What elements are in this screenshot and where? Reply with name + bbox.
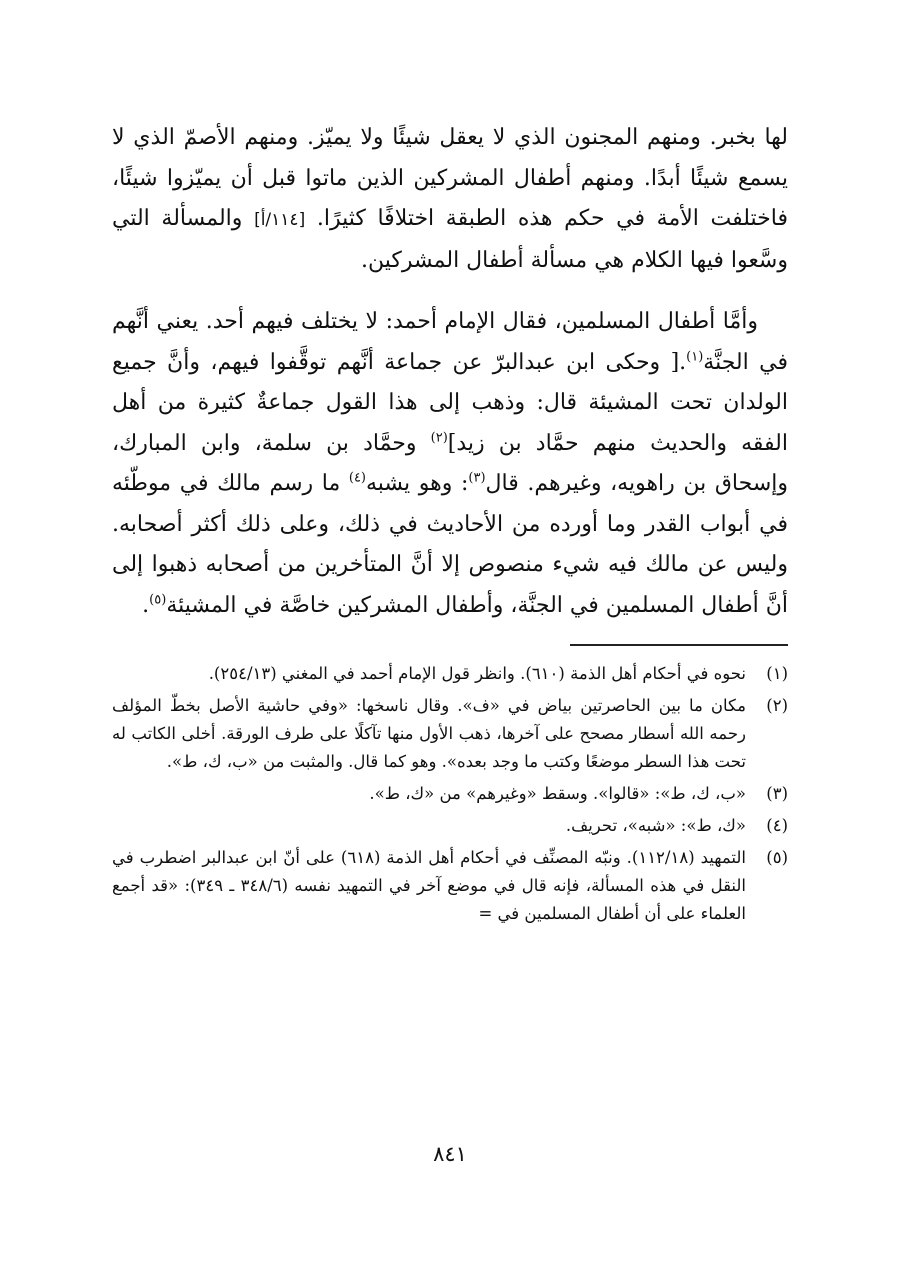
- paragraph-2-text-e: ما رسم مالك في موطّئه في أبواب القدر وما أورده من الأحاديث في ذلك، وعلى ذلك أكثر أصحابه. وليس عن مالك فيه شيء منصوص إلا أنَّ المتأخرين من أصحابه ذهبوا إلى أنَّ أطفال المسلمين في الجنَّة، وأطفال المشركين خاصَّة في المشيئة: [112, 471, 788, 618]
- paragraph-2-end: .: [142, 592, 150, 618]
- footnote-item: [112, 692, 788, 776]
- footnote-ref-3[interactable]: (٣): [468, 470, 486, 486]
- paragraph-2-text-c: وحمَّاد بن سلمة، وابن المبارك، وإسحاق بن راهويه، وغيرهم. قال: [112, 430, 789, 496]
- paragraph-1-text: لها بخبر. ومنهم المجنون الذي لا يعقل شيئًا ولا يميّز. ومنهم الأصمّ الذي لا يسمع شيئًا أبدًا. ومنهم أطفال المشركين الذين ماتوا قبل أن يميّزوا شيئًا، فاختلفت الأمة في حكم هذه الطبقة اختلافًا كثيرًا.: [112, 125, 789, 231]
- footnote-ref-5[interactable]: (٥): [149, 592, 167, 608]
- footnote-ref-4[interactable]: (٤): [348, 470, 366, 486]
- footnote-separator: [570, 644, 788, 646]
- footnote-number: (٢): [766, 696, 788, 715]
- footnote-item: [112, 844, 788, 928]
- footnote-item: [112, 780, 788, 808]
- paragraph-2-text-a: وأمَّا أطفال المسلمين، فقال الإمام أحمد: لا يختلف فيهم أحد. يعني أنَّهم في الجنَّة: [112, 309, 788, 375]
- footnote-number: (١): [766, 664, 788, 683]
- paragraph-2: [112, 302, 788, 626]
- footnote-text: التمهيد (١١٢/١٨). ونبّه المصنِّف في أحكام أهل الذمة (٦١٨) على أنّ ابن عبدالبر اضطرب في النقل في هذه المسألة، فإنه قال في موضع آخر في التمهيد نفسه (٣٤٨/٦ ـ ٣٤٩): «قد أجمع العلماء على أن أطفال المسلمين في =: [112, 848, 747, 923]
- footnote-number: (٣): [766, 784, 788, 803]
- page-content: [112, 118, 788, 1218]
- footnote-text: نحوه في أحكام أهل الذمة (٦١٠). وانظر قول الإمام أحمد في المغني (٢٥٤/١٣).: [208, 664, 746, 683]
- footnote-ref-1[interactable]: (١): [686, 349, 704, 365]
- footnote-item: [112, 660, 788, 688]
- footnote-text: مكان ما بين الحاصرتين بياض في «ف». وقال ناسخها: «وفي حاشية الأصل بخطّ المؤلف رحمه الله أسطار مصحح على آخرها، ذهب الأول منها تآكلًا على طرف الورقة. أخلى الكاتب له تحت هذا السطر موضعًا وكتب ما وجد بعده». وهو كما قال. والمثبت من «ب، ك، ط».: [112, 696, 746, 771]
- footnote-item: [112, 812, 788, 840]
- paragraph-1-end: والمسألة التي وسَّعوا فيها الكلام هي مسألة أطفال المشركين.: [112, 206, 788, 273]
- footnote-text: «ب، ك، ط»: «قالوا». وسقط «وغيرهم» من «ك، ط».: [369, 784, 746, 803]
- footnote-text: «ك، ط»: «شبه»، تحريف.: [565, 816, 746, 835]
- footnote-number: (٤): [766, 816, 788, 835]
- footnote-ref-2[interactable]: (٢): [430, 430, 448, 446]
- main-text: [112, 118, 788, 626]
- paragraph-2-text-d: : وهو يشبه: [366, 471, 469, 496]
- page-number: ٨٤١: [433, 1142, 467, 1166]
- manuscript-page-marker: [١١٤/أ]: [254, 210, 306, 230]
- footnotes: [112, 660, 788, 928]
- paragraph-2-text-b: .[ وحكى ابن عبدالبرّ عن جماعة أنَّهم توقَّفوا فيهم، وأنَّ جميع الولدان تحت المشيئة قال: وذهب إلى هذا القول جماعةٌ كثيرة من أهل الفقه والحديث منهم حمَّاد بن زيد]: [112, 349, 788, 456]
- footnote-number: (٥): [766, 848, 788, 867]
- paragraph-1: [112, 118, 788, 281]
